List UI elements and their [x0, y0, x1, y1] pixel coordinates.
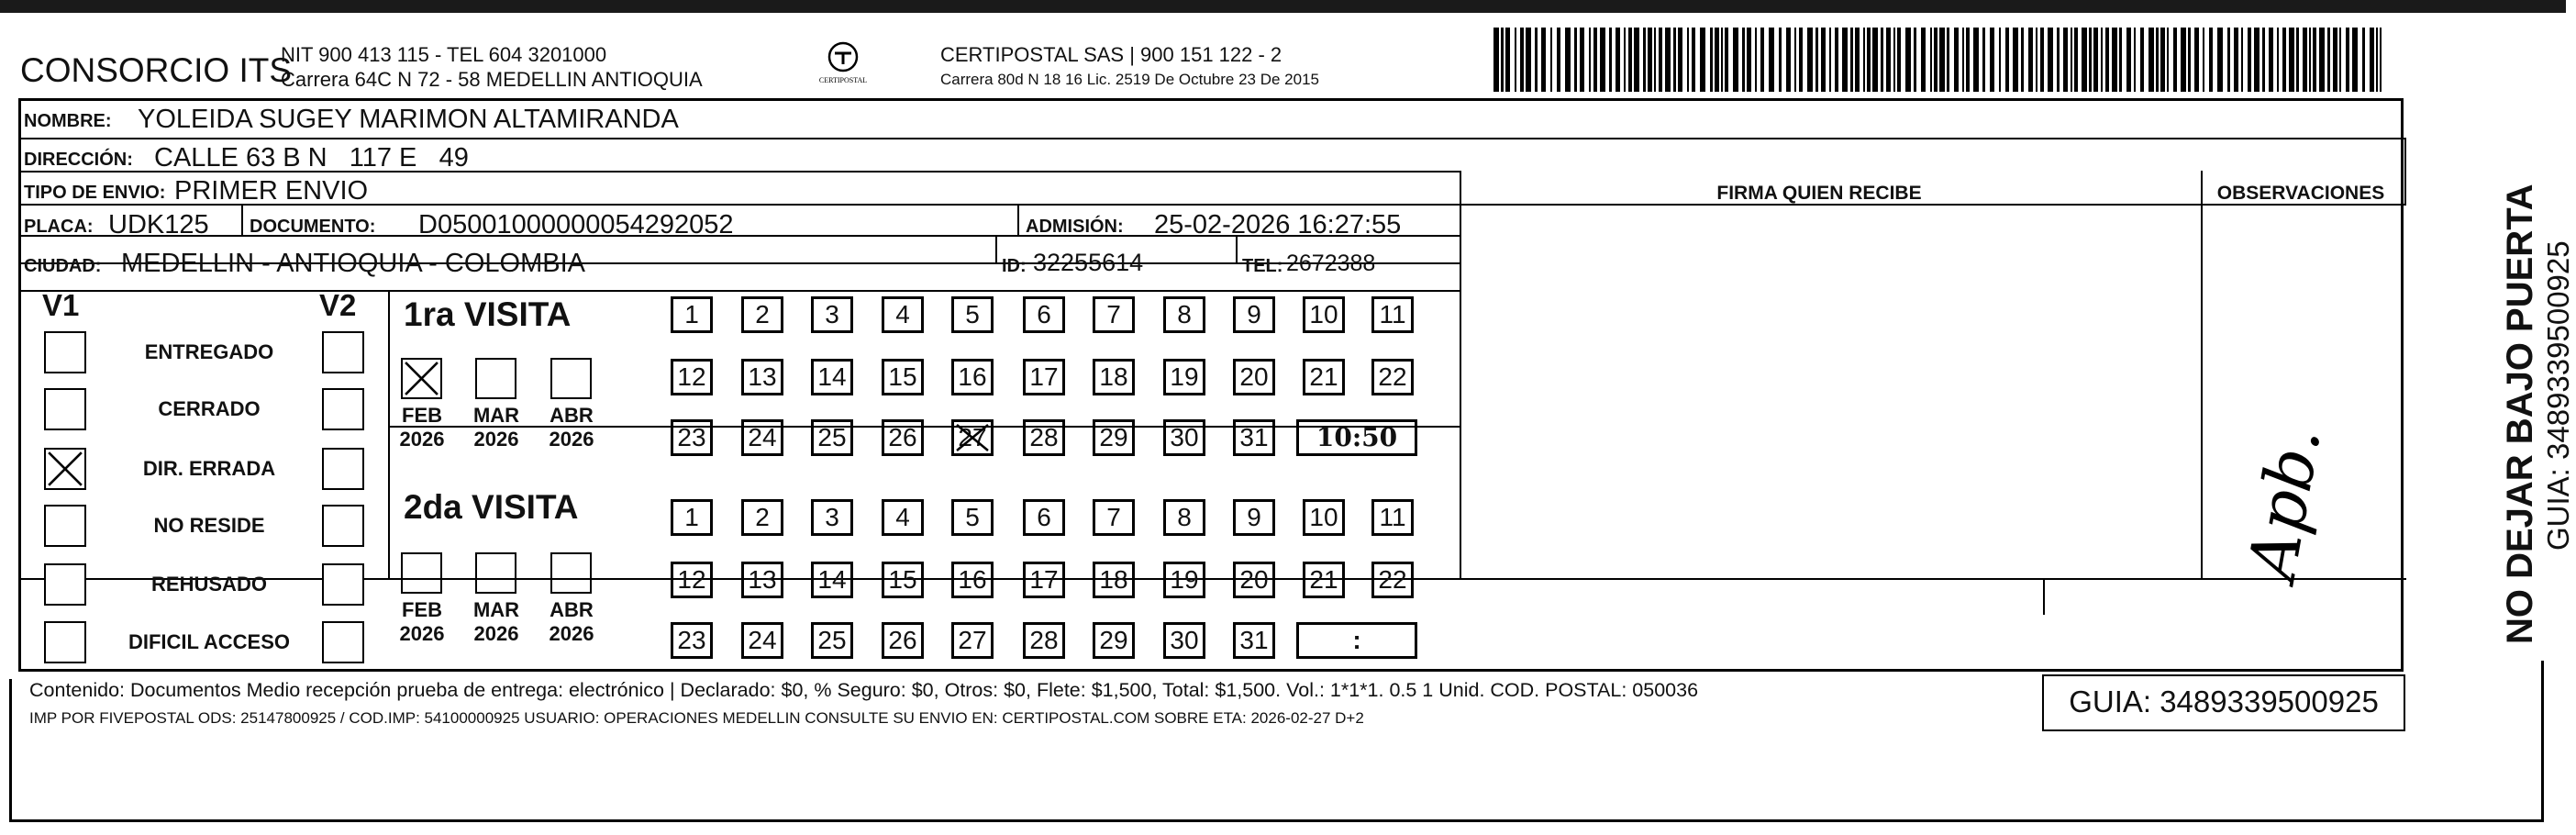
day-box[interactable]: 4: [882, 499, 924, 536]
day-box[interactable]: 7: [1093, 296, 1135, 333]
v2-checkbox[interactable]: [322, 331, 364, 373]
month-label: [544, 598, 599, 646]
day-box[interactable]: 19: [1163, 562, 1205, 598]
top-edge-bar: [0, 0, 2566, 13]
month-checkbox[interactable]: [401, 552, 442, 594]
day-box[interactable]: 5: [951, 296, 994, 333]
day-box[interactable]: 13: [741, 562, 783, 598]
month-year: 2026: [549, 428, 594, 451]
month-name: MAR: [472, 598, 520, 621]
nit-line: NIT 900 413 115 - TEL 604 3201000: [281, 43, 607, 66]
id-label: ID:: [1002, 256, 1027, 276]
v2-checkbox[interactable]: [322, 388, 364, 430]
day-box[interactable]: 19: [1163, 359, 1205, 395]
firma-header: FIRMA QUIEN RECIBE: [1716, 183, 1922, 204]
day-box[interactable]: 29: [1093, 419, 1135, 456]
x-mark-icon: [46, 450, 84, 488]
day-box[interactable]: 20: [1233, 562, 1275, 598]
v1-checkbox[interactable]: [44, 448, 86, 490]
day-box[interactable]: 27: [951, 622, 994, 659]
month-checkbox[interactable]: [475, 552, 516, 594]
logo-text: CERTIPOSTAL: [818, 76, 868, 84]
day-box[interactable]: 1: [671, 296, 713, 333]
month-name: MAR: [472, 404, 520, 427]
second-visit-time[interactable]: :: [1296, 622, 1417, 659]
month-year: 2026: [399, 428, 445, 451]
day-box[interactable]: 30: [1163, 419, 1205, 456]
documento-value: D05001000000054292052: [418, 210, 734, 239]
certipostal-info: [940, 42, 1319, 92]
day-box[interactable]: 25: [811, 622, 853, 659]
ciudad-value: MEDELLIN - ANTIOQUIA - COLOMBIA: [121, 249, 585, 278]
month-label: [394, 404, 450, 451]
certipostal-logo-icon: [816, 39, 870, 92]
day-box[interactable]: 20: [1233, 359, 1275, 395]
day-box[interactable]: 13: [741, 359, 783, 395]
day-box[interactable]: 12: [671, 359, 713, 395]
day-box[interactable]: 26: [882, 622, 924, 659]
day-box[interactable]: 18: [1093, 562, 1135, 598]
status-label: CERRADO: [158, 397, 261, 420]
day-box[interactable]: 9: [1233, 499, 1275, 536]
month-name: ABR: [550, 598, 594, 621]
no-dejar-warning: NO DEJAR BAJO PUERTA: [2500, 184, 2540, 644]
month-checkbox[interactable]: [550, 358, 592, 399]
day-box[interactable]: 2: [741, 499, 783, 536]
month-label: [394, 598, 450, 646]
day-box[interactable]: 4: [882, 296, 924, 333]
day-box[interactable]: 17: [1023, 562, 1065, 598]
x-mark-icon: [403, 360, 440, 397]
first-visit-time[interactable]: 10:50: [1296, 419, 1417, 456]
outer-border-left: [9, 679, 12, 821]
v1-checkbox[interactable]: [44, 505, 86, 547]
day-box[interactable]: 3: [811, 499, 853, 536]
observation-text: Apb.: [2233, 420, 2336, 585]
status-label: REHUSADO: [151, 573, 267, 596]
day-box[interactable]: 2: [741, 296, 783, 333]
v2-checkbox[interactable]: [322, 505, 364, 547]
day-box[interactable]: 1: [671, 499, 713, 536]
day-box[interactable]: 21: [1303, 562, 1345, 598]
month-year: 2026: [473, 622, 519, 645]
placa-value: UDK125: [108, 210, 209, 239]
company-name: CONSORCIO ITS: [20, 51, 293, 89]
day-box[interactable]: 23: [671, 419, 713, 456]
status-label: ENTREGADO: [144, 340, 274, 363]
outer-border-bottom: [9, 819, 2541, 822]
v1-checkbox[interactable]: [44, 563, 86, 606]
month-checkbox[interactable]: [475, 358, 516, 399]
contenido-line: Contenido: Documentos Medio recepción prueba de entrega: electrónico | Declarado: $0, % Seguro: $0, Otros: $0, Flete: $1,500, Total: $1,500. Vol.: 1*1*1. 0.5 1 Unid. COD. POSTAL: 050036: [29, 679, 1699, 701]
company-info: [281, 42, 703, 92]
observaciones-header: OBSERVACIONES: [2216, 183, 2385, 204]
day-box[interactable]: 24: [741, 622, 783, 659]
tel-value: 2672388: [1286, 250, 1376, 276]
handwritten-observation-icon: [2229, 367, 2367, 606]
day-box[interactable]: 16: [951, 359, 994, 395]
side-guia: GUIA: 3489339500925: [2541, 240, 2575, 551]
day-box[interactable]: 9: [1233, 296, 1275, 333]
direccion-value: CALLE 63 B N 117 E 49: [154, 143, 469, 173]
day-box[interactable]: 14: [811, 359, 853, 395]
nombre-label: NOMBRE:: [24, 111, 112, 131]
v1-checkbox[interactable]: [44, 621, 86, 663]
day-box[interactable]: 21: [1303, 359, 1345, 395]
day-box[interactable]: 24: [741, 419, 783, 456]
day-box[interactable]: 14: [811, 562, 853, 598]
outer-border-right: [2541, 661, 2544, 822]
day-box[interactable]: 29: [1093, 622, 1135, 659]
status-label: DIFICIL ACCESO: [128, 630, 290, 653]
tipo-envio-value: PRIMER ENVIO: [174, 176, 369, 206]
first-visit-title: 1ra VISITA: [404, 295, 572, 333]
day-box[interactable]: 28: [1023, 419, 1065, 456]
month-name: FEB: [402, 598, 442, 621]
license-line: Carrera 80d N 18 16 Lic. 2519 De Octubre 23 De 2015: [940, 71, 1319, 88]
day-box[interactable]: 23: [671, 622, 713, 659]
second-visit-title: 2da VISITA: [404, 488, 579, 526]
address-line: Carrera 64C N 72 - 58 MEDELLIN ANTIOQUIA: [281, 68, 703, 91]
month-name: ABR: [550, 404, 594, 427]
month-label: [469, 598, 524, 646]
guia-box: GUIA: 3489339500925: [2042, 674, 2405, 731]
day-box[interactable]: 5: [951, 499, 994, 536]
v2-checkbox[interactable]: [322, 563, 364, 606]
direccion-label: DIRECCIÓN:: [24, 150, 133, 170]
day-box[interactable]: 15: [882, 359, 924, 395]
day-box[interactable]: [951, 419, 994, 456]
imp-line: IMP POR FIVEPOSTAL ODS: 25147800925 / COD.IMP: 54100000925 USUARIO: OPERACIONES MEDELLIN CONSULTE SU ENVIO EN: CERTIPOSTAL.COM SOBRE ETA: 2026-02-27 D+2: [29, 709, 1364, 727]
month-label: [469, 404, 524, 451]
v2-header: V2: [319, 288, 357, 322]
v1-checkbox[interactable]: [44, 388, 86, 430]
barcode-image: [1493, 28, 2382, 92]
month-year: 2026: [399, 622, 445, 645]
day-box[interactable]: 3: [811, 296, 853, 333]
month-checkbox[interactable]: [550, 552, 592, 594]
day-box[interactable]: 11: [1371, 499, 1414, 536]
nombre-value: YOLEIDA SUGEY MARIMON ALTAMIRANDA: [138, 105, 679, 134]
documento-label: DOCUMENTO:: [250, 217, 376, 237]
month-checkbox[interactable]: [401, 358, 442, 399]
status-label: DIR. ERRADA: [142, 457, 276, 480]
day-box[interactable]: 8: [1163, 296, 1205, 333]
day-box[interactable]: 18: [1093, 359, 1135, 395]
day-box[interactable]: 28: [1023, 622, 1065, 659]
month-label: [544, 404, 599, 451]
month-name: FEB: [402, 404, 442, 427]
id-value: 32255614: [1033, 249, 1144, 276]
day-box[interactable]: 31: [1233, 622, 1275, 659]
day-box[interactable]: 11: [1371, 296, 1414, 333]
day-box[interactable]: 6: [1023, 499, 1065, 536]
day-number: 27: [958, 423, 987, 451]
v2-checkbox[interactable]: [322, 448, 364, 490]
v1-checkbox[interactable]: [44, 331, 86, 373]
day-box[interactable]: 16: [951, 562, 994, 598]
day-box[interactable]: 30: [1163, 622, 1205, 659]
day-box[interactable]: 8: [1163, 499, 1205, 536]
day-box[interactable]: 26: [882, 419, 924, 456]
day-box[interactable]: 10: [1303, 296, 1345, 333]
tel-label: TEL:: [1242, 256, 1283, 276]
day-box[interactable]: 22: [1371, 359, 1414, 395]
v2-checkbox[interactable]: [322, 621, 364, 663]
v1-header: V1: [42, 288, 80, 322]
day-box[interactable]: 12: [671, 562, 713, 598]
ciudad-label: CIUDAD:: [24, 256, 102, 276]
month-year: 2026: [549, 622, 594, 645]
certipostal-line: CERTIPOSTAL SAS | 900 151 122 - 2: [940, 43, 1282, 66]
day-box[interactable]: 17: [1023, 359, 1065, 395]
day-box[interactable]: 7: [1093, 499, 1135, 536]
day-box[interactable]: 15: [882, 562, 924, 598]
tipo-envio-label: TIPO DE ENVIO:: [24, 183, 166, 203]
day-box[interactable]: 6: [1023, 296, 1065, 333]
day-box[interactable]: 22: [1371, 562, 1414, 598]
placa-label: PLACA:: [24, 217, 94, 237]
day-box[interactable]: 10: [1303, 499, 1345, 536]
admision-label: ADMISIÓN:: [1026, 217, 1124, 237]
day-box[interactable]: 25: [811, 419, 853, 456]
day-box[interactable]: 31: [1233, 419, 1275, 456]
status-label: NO RESIDE: [153, 514, 265, 537]
month-year: 2026: [473, 428, 519, 451]
admision-value: 25-02-2026 16:27:55: [1154, 210, 1402, 239]
x-mark-icon: [954, 422, 991, 453]
